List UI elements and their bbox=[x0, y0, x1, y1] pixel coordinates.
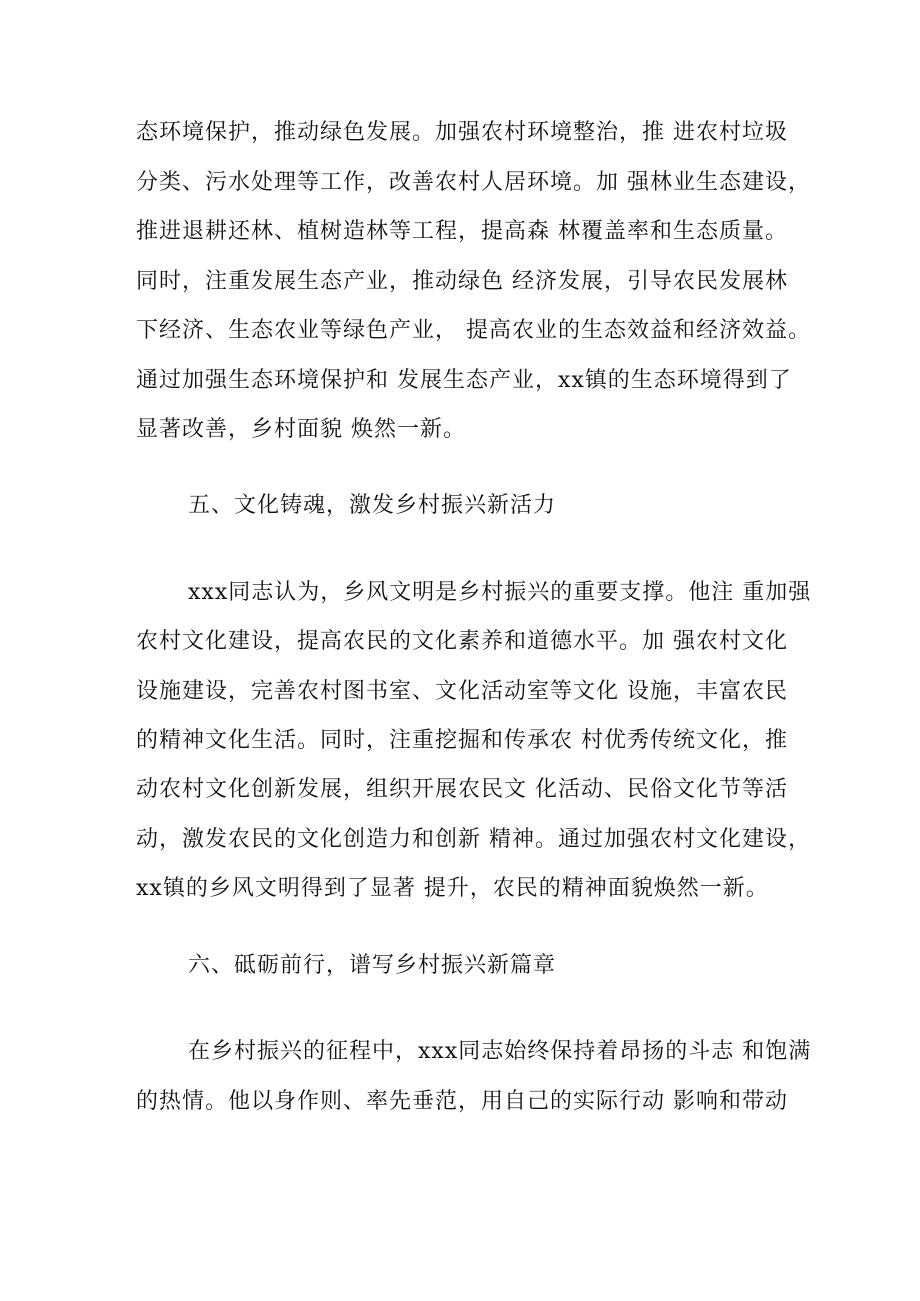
text-line: xxx同志认为，乡风文明是乡村振兴的重要支撑。他注 重加强 bbox=[188, 580, 812, 605]
section-heading: 六、砥砺前行，谱写乡村振兴新篇章 bbox=[188, 953, 557, 978]
text-line: 同时，注重发展生态产业，推动绿色 经济发展，引导农民发展林 bbox=[136, 269, 788, 294]
section-heading: 五、文化铸魂，激发乡村振兴新活力 bbox=[188, 493, 557, 518]
text-line: 的精神文化生活。同时，注重挖掘和传承农 村优秀传统文化，推 bbox=[136, 728, 788, 753]
text-line: 显著改善，乡村面貌 焕然一新。 bbox=[136, 417, 466, 442]
text-line: 农村文化建设，提高农民的文化素养和道德水平。加 强农村文化 bbox=[136, 629, 788, 654]
text-line: xx镇的乡风文明得到了显著 提升，农民的精神面貌焕然一新。 bbox=[136, 876, 769, 901]
text-line: 下经济、生态农业等绿色产业， 提高农业的生态效益和经济效益。 bbox=[136, 318, 811, 343]
text-line: 设施建设，完善农村图书室、文化活动室等文化 设施，丰富农民 bbox=[136, 679, 788, 704]
text-line: 推进退耕还林、植树造林等工程，提高森 林覆盖率和生态质量。 bbox=[136, 219, 788, 244]
text-line: 态环境保护，推动绿色发展。加强农村环境整治，推 进农村垃圾 bbox=[136, 120, 788, 145]
text-line: 动，激发农民的文化创造力和创新 精神。通过加强农村文化建设， bbox=[136, 827, 811, 852]
text-line: 在乡村振兴的征程中，xxx同志始终保持着昂扬的斗志 和饱满 bbox=[188, 1039, 812, 1064]
text-line: 分类、污水处理等工作，改善农村人居环境。加 强林业生态建设， bbox=[136, 170, 811, 195]
text-line: 通过加强生态环境保护和 发展生态产业，xx镇的生态环境得到了 bbox=[136, 368, 792, 393]
text-line: 的热情。他以身作则、率先垂范，用自己的实际行动 影响和带动 bbox=[136, 1089, 788, 1114]
text-line: 动农村文化创新发展，组织开展农民文 化活动、民俗文化节等活 bbox=[136, 777, 788, 802]
